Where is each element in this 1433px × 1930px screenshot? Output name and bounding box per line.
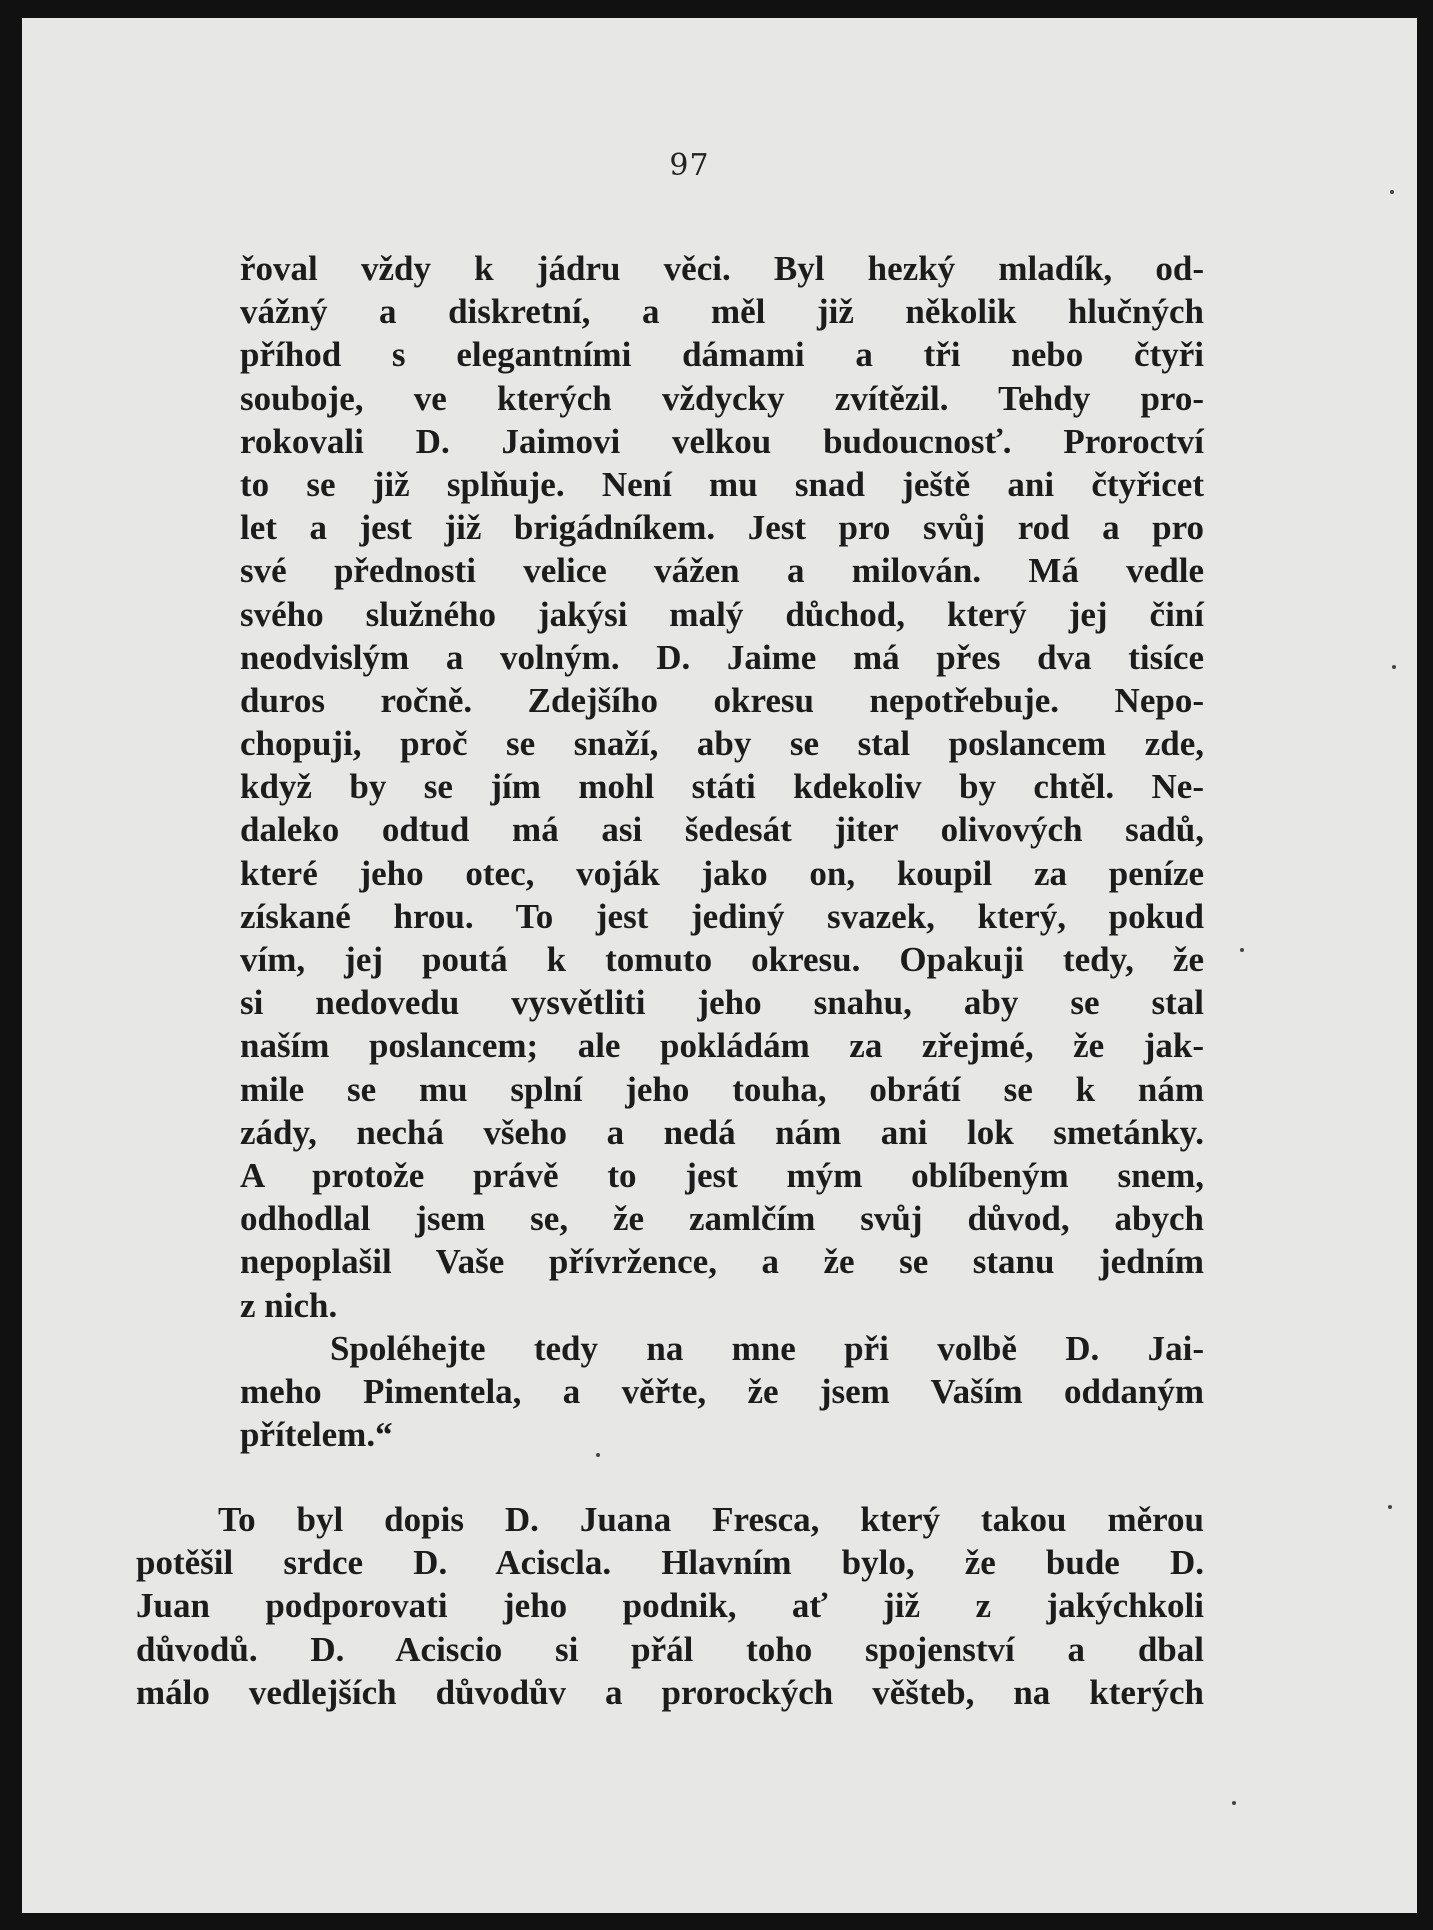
closing-line: Spoléhejte tedy na mne při volbě D. Jai-	[330, 1328, 1204, 1368]
text-line: příhod s elegantními dámami a tři nebo čtyři	[240, 335, 1204, 375]
text-line: vážný a diskretní, a měl již několik hlučných	[240, 292, 1204, 332]
text-line: let a jest již brigádníkem. Jest pro svůj rod a pro	[240, 508, 1204, 548]
text-line: které jeho otec, voják jako on, koupil za peníze	[240, 853, 1204, 893]
text-line: vím, jej poutá k tomuto okresu. Opakuji tedy, že	[240, 940, 1204, 979]
paper-speck	[1388, 1505, 1392, 1509]
text-line: když by se jím mohl státi kdekoliv by chtěl. Ne-	[240, 767, 1204, 807]
closing-line: přítelem.“	[240, 1415, 393, 1455]
text-line: málo vedlejších důvodův a prorockých věšteb, na kterých	[136, 1672, 1204, 1712]
text-line: naším poslancem; ale pokládám za zřejmé, že jak-	[240, 1026, 1204, 1066]
text-line: souboje, ve kterých vždycky zvítězil. Tehdy pro-	[240, 378, 1204, 418]
text-line: své přednosti velice vážen a milován. Má vedle	[240, 551, 1204, 591]
text-line: odhodlal jsem se, že zamlčím svůj důvod, abych	[240, 1199, 1204, 1239]
paper-speck	[1240, 948, 1244, 952]
text-line: svého služného jakýsi malý důchod, který jej činí	[240, 594, 1204, 634]
text-line: A protože právě to jest mým oblíbeným snem,	[240, 1155, 1204, 1195]
text-line: si nedovedu vysvětliti jeho snahu, aby se stal	[240, 983, 1204, 1023]
text-line: řoval vždy k jádru věci. Byl hezký mladík, od-	[240, 249, 1204, 288]
paper-speck	[1390, 190, 1394, 194]
page-number: 97	[669, 148, 710, 183]
text-line: To byl dopis D. Juana Fresca, který takou měrou	[218, 1500, 1204, 1539]
text-line: Juan podporovati jeho podnik, ať již z jakýchkoli	[136, 1586, 1204, 1626]
paper-speck	[596, 1453, 600, 1457]
text-line: z nich.	[240, 1285, 338, 1325]
text-line: rokovali D. Jaimovi velkou budoucnosť. Proroctví	[240, 421, 1204, 461]
text-line: zády, nechá všeho a nedá nám ani lok smetánky.	[240, 1112, 1204, 1152]
paper-speck	[1232, 1801, 1236, 1805]
text-line: potěšil srdce D. Aciscla. Hlavním bylo, že bude D.	[136, 1543, 1204, 1583]
text-line: neodvislým a volným. D. Jaime má přes dva tisíce	[240, 637, 1204, 677]
closing-line: meho Pimentela, a věřte, že jsem Vaším oddaným	[240, 1371, 1204, 1411]
text-line: daleko odtud má asi šedesát jiter olivových sadů,	[240, 810, 1204, 850]
narrative-text	[136, 1498, 1204, 1714]
text-line: nepoplašil Vaše přívržence, a že se stanu jedním	[240, 1242, 1204, 1282]
text-line: důvodů. D. Aciscio si přál toho spojenství a dbal	[136, 1629, 1204, 1669]
paper-speck	[1392, 665, 1396, 669]
text-line: duros ročně. Zdejšího okresu nepotřebuje. Nepo-	[240, 680, 1204, 720]
text-line: mile se mu splní jeho touha, obrátí se k nám	[240, 1069, 1204, 1109]
text-line: to se již splňuje. Není mu snad ještě ani čtyřicet	[240, 464, 1204, 504]
text-line: získané hrou. To jest jediný svazek, který, pokud	[240, 896, 1204, 936]
letter-text	[240, 247, 1204, 1456]
text-line: chopuji, proč se snaží, aby se stal poslancem zde,	[240, 724, 1204, 764]
book-page	[22, 18, 1417, 1913]
